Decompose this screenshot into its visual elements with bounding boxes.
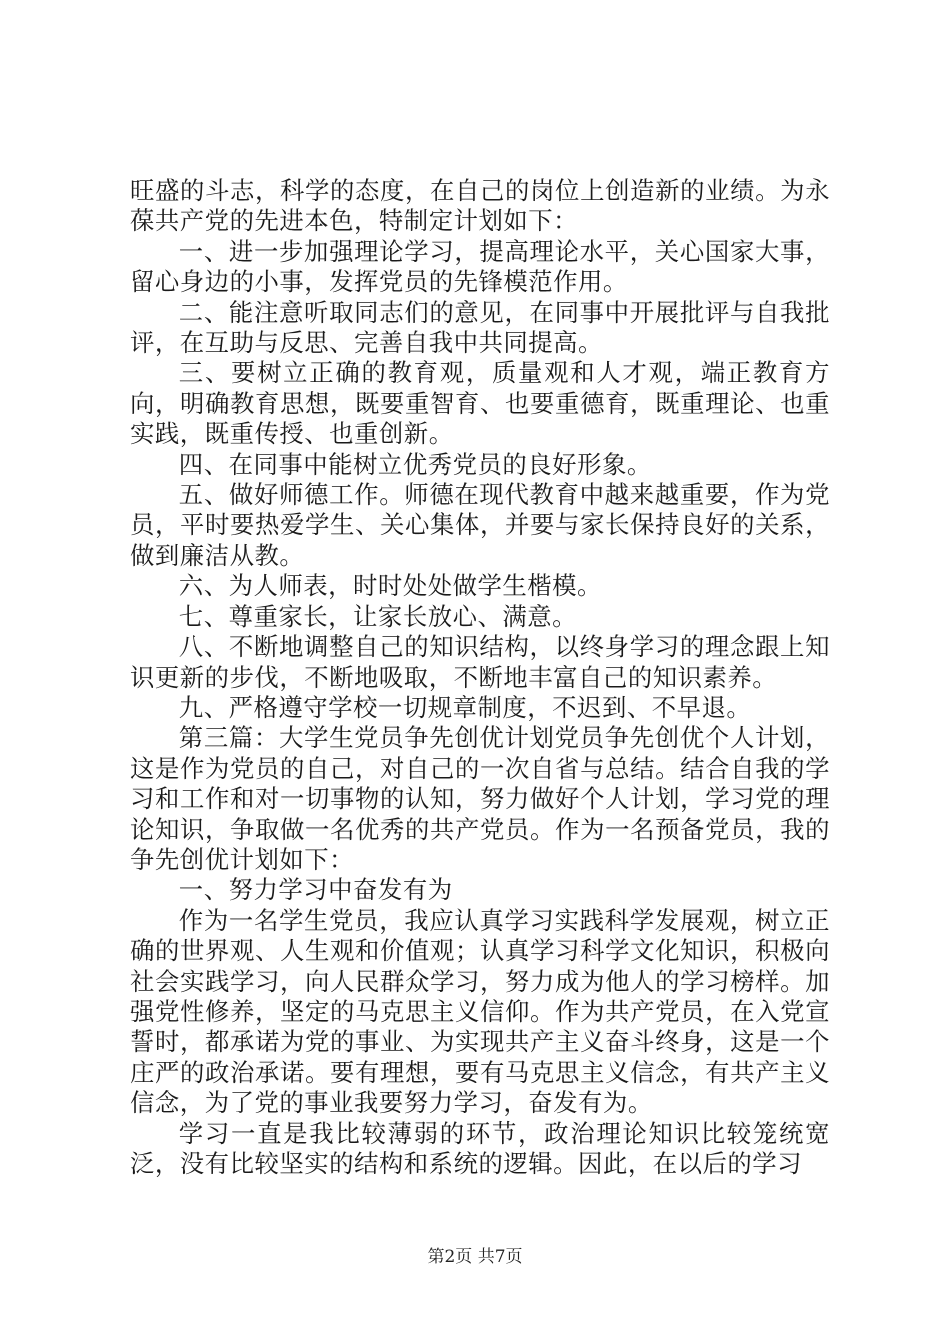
paragraph-item-8: 八、不断地调整自己的知识结构，以终身学习的理念跟上知识更新的步伐，不断地吸取，不断地丰富自己的知识素养。 xyxy=(130,632,830,692)
document-body xyxy=(130,176,830,1179)
paragraph-item-5: 五、做好师德工作。师德在现代教育中越来越重要，作为党员，平时要热爱学生、关心集体，并要与家长保持良好的关系，做到廉洁从教。 xyxy=(130,480,830,570)
paragraph-item-2: 二、能注意听取同志们的意见，在同事中开展批评与自我批评，在互助与反思、完善自我中共同提高。 xyxy=(130,297,830,358)
paragraph-subheading-1: 一、努力学习中奋发有为 xyxy=(178,875,453,905)
paragraph-body: 作为一名学生党员，我应认真学习实践科学发展观，树立正确的世界观、人生观和价值观；认真学习科学文化知识，积极向社会实践学习，向人民群众学习，努力成为他人的学习榜样。加强党性修养，坚定的马克思主义信仰。作为共产党员，在入党宣誓时，都承诺为党的事业、为实现共产主义奋斗终身，这是一个庄严的政治承诺。要有理想，要有马克思主义信念，有共产主义信念，为了党的事业我要努力学习，奋发有为。 xyxy=(130,905,830,1118)
paragraph-section-three: 第三篇：大学生党员争先创优计划党员争先创优个人计划，这是作为党员的自己，对自己的一次自省与总结。结合自我的学习和工作和对一切事物的认知，努力做好个人计划，学习党的理论知识，争取做一名优秀的共产党员。作为一名预备党员，我的争先创优计划如下： xyxy=(130,723,830,874)
paragraph-body: 学习一直是我比较薄弱的环节，政治理论知识比较笼统宽泛，没有比较坚实的结构和系统的逻辑。因此，在以后的学习 xyxy=(130,1118,830,1178)
paragraph-item-3: 三、要树立正确的教育观，质量观和人才观，端正教育方向，明确教育思想，既要重智育、也要重德育，既重理论、也重实践，既重传授、也重创新。 xyxy=(130,358,830,449)
paragraph-item-6: 六、为人师表，时时处处做学生楷模。 xyxy=(178,571,602,601)
paragraph-continuation: 旺盛的斗志，科学的态度，在自己的岗位上创造新的业绩。为永葆共产党的先进本色，特制定计划如下： xyxy=(130,176,830,236)
paragraph-item-9: 九、严格遵守学校一切规章制度，不迟到、不早退。 xyxy=(178,692,752,722)
paragraph-item-4: 四、在同事中能树立优秀党员的良好形象。 xyxy=(178,449,652,479)
paragraph-item-1: 一、进一步加强理论学习，提高理论水平，关心国家大事，留心身边的小事，发挥党员的先锋模范作用。 xyxy=(130,236,830,297)
page-number-footer: 第2页 共7页 xyxy=(427,1247,523,1267)
paragraph-item-7: 七、尊重家长，让家长放心、满意。 xyxy=(178,601,578,631)
